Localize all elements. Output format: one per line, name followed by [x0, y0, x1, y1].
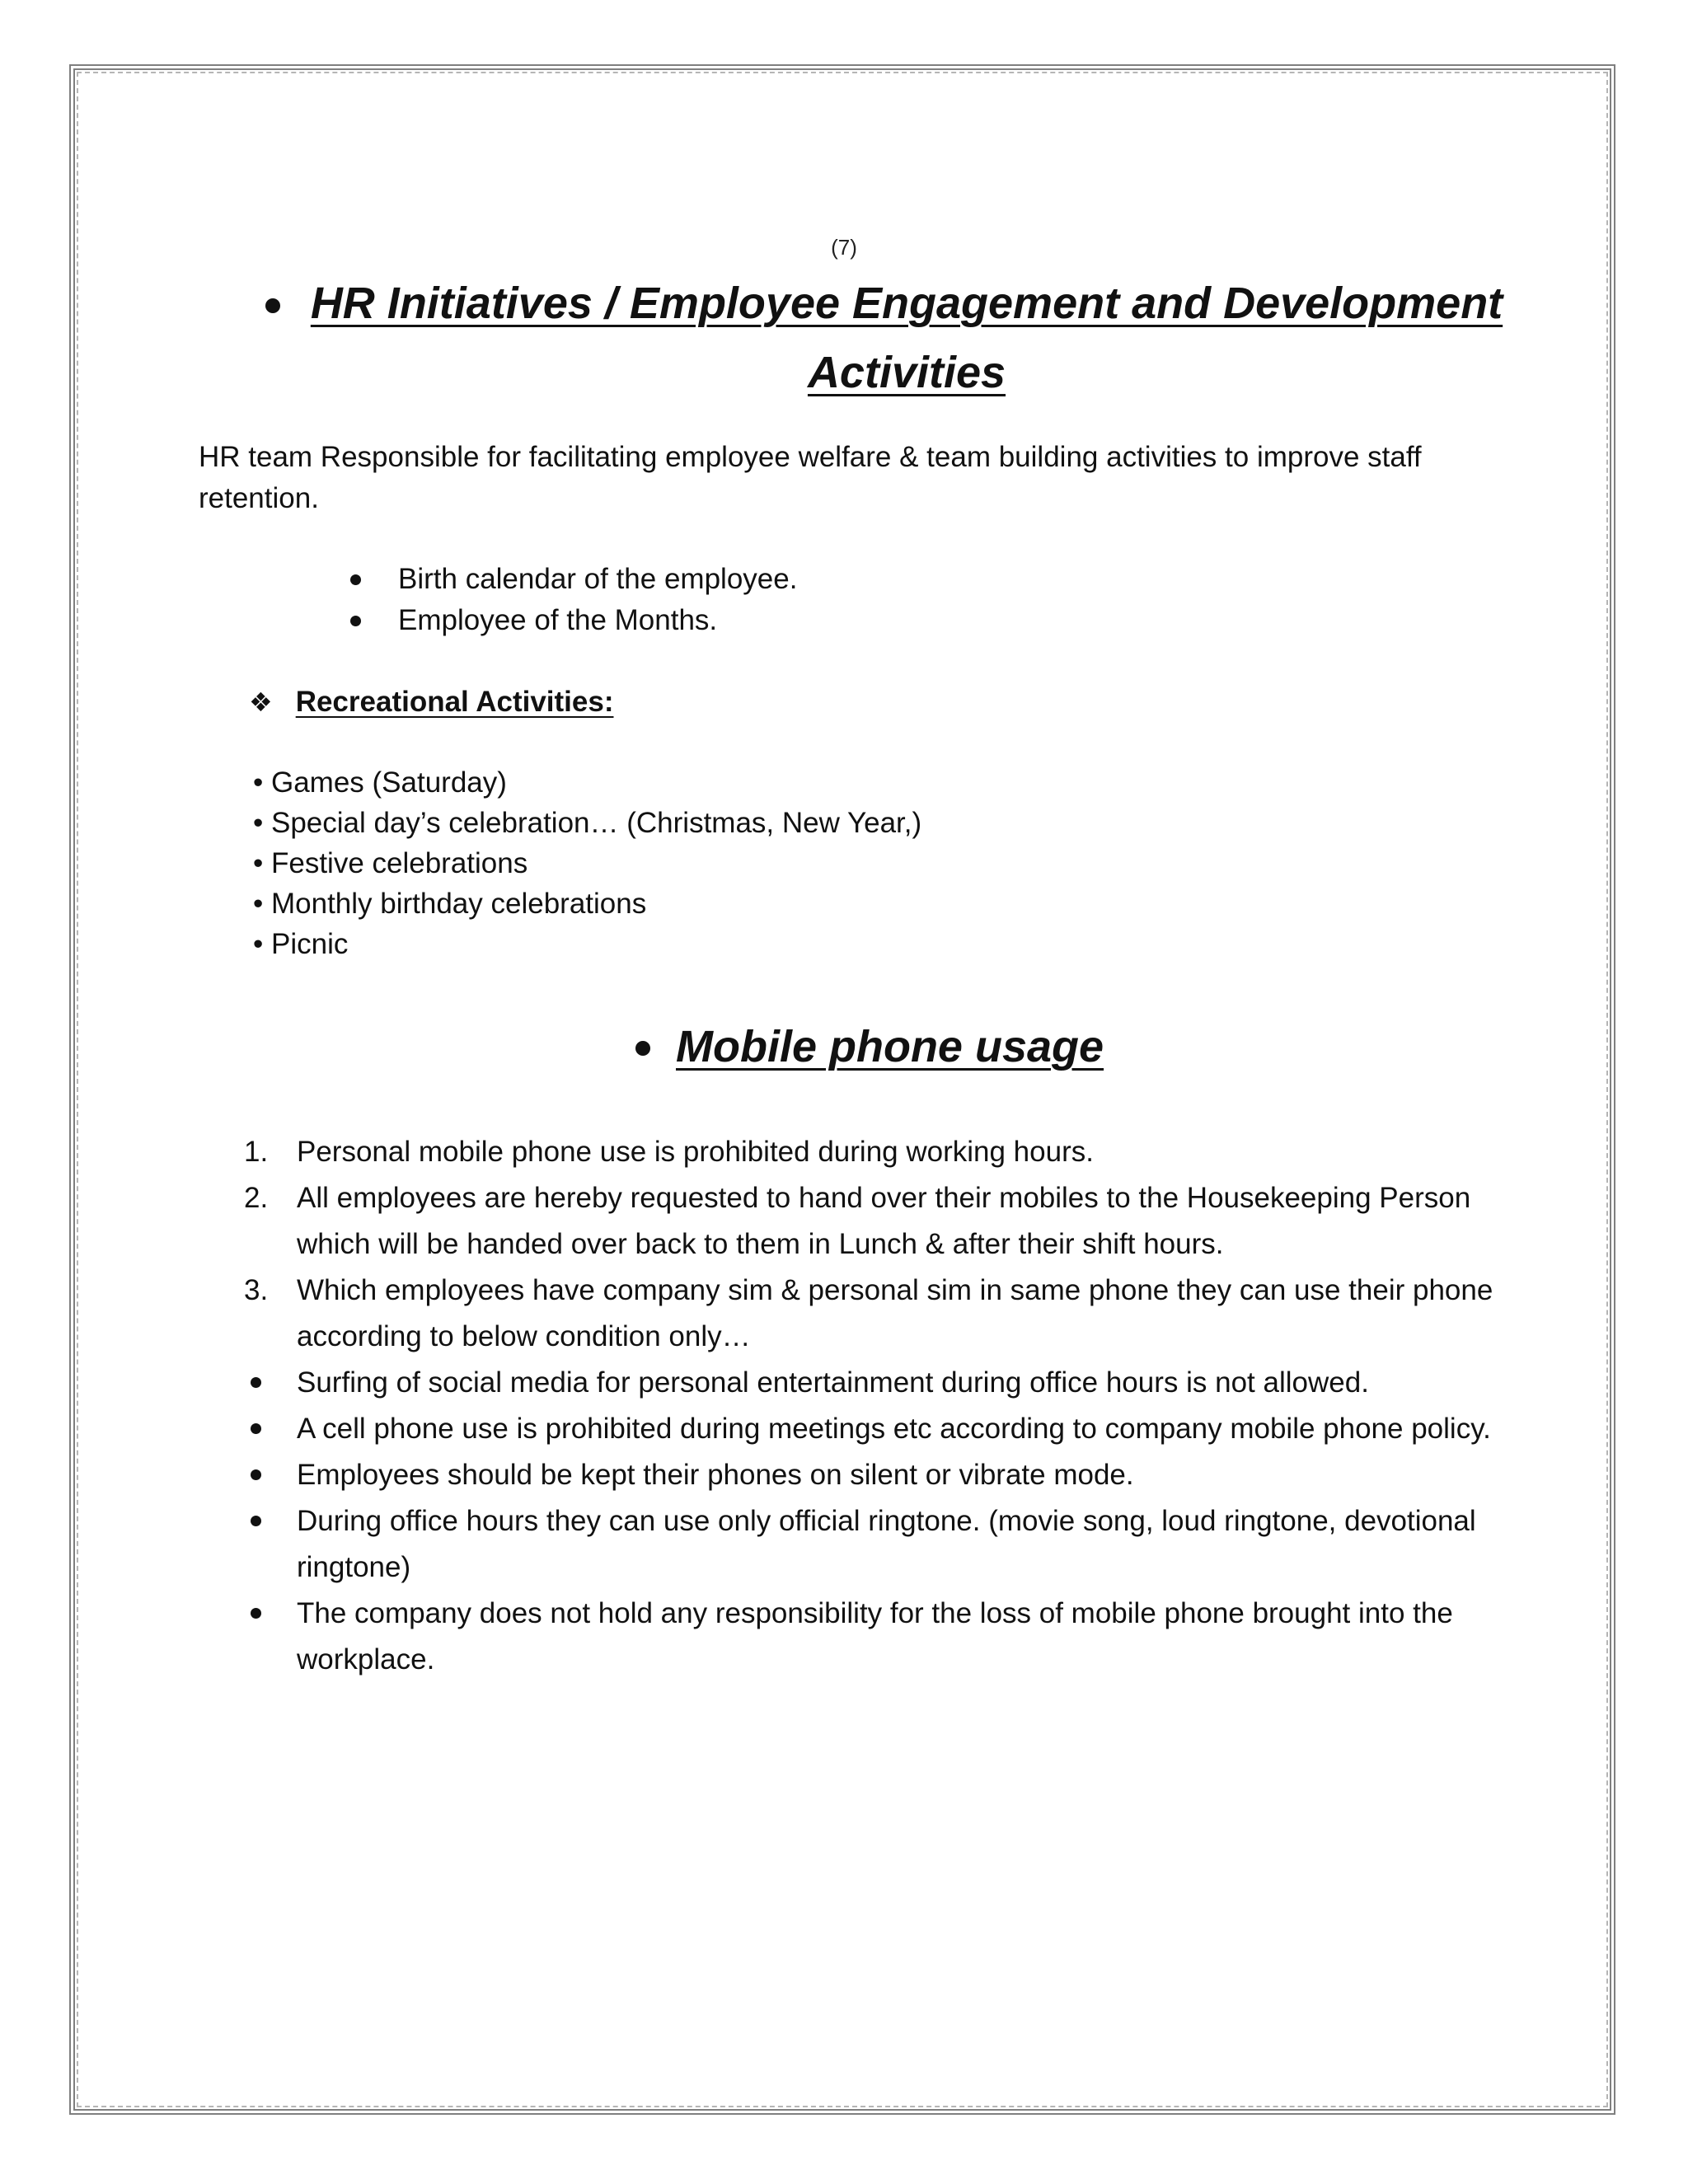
list-item: • Festive celebrations	[253, 847, 528, 879]
list-item: 1. Personal mobile phone use is prohibited during working hours.	[244, 1129, 1497, 1175]
list-item: • Special day’s celebration… (Christmas, New Year,)	[253, 807, 922, 839]
recreational-title: Recreational Activities:	[295, 686, 614, 718]
list-item: Birth calendar of the employee.	[350, 559, 797, 600]
bullet-dot	[350, 616, 361, 626]
bullet-dot	[251, 1377, 261, 1388]
bullet-dot	[350, 574, 361, 585]
mobile-heading-text: Mobile phone usage	[676, 1022, 1104, 1071]
hr-heading-line2: Activities	[807, 348, 1006, 397]
hr-section-heading	[247, 269, 1566, 407]
list-item: The company does not hold any responsibility for the loss of mobile phone brought into the workplace.	[244, 1591, 1497, 1683]
list-item: • Picnic	[253, 928, 349, 960]
hr-items-list	[350, 559, 797, 641]
heading-bullet	[635, 1041, 650, 1056]
bullet-dot	[251, 1516, 261, 1526]
list-item: Employees should be kept their phones on silent or vibrate mode.	[244, 1452, 1497, 1498]
mobile-policy-list	[244, 1129, 1497, 1683]
list-number: 2.	[244, 1182, 269, 1214]
list-item: 2. All employees are hereby requested to hand over their mobiles to the Housekeeping Person which will be handed over back to them in Lunch & after their shift hours.	[244, 1175, 1497, 1268]
list-item: Employee of the Months.	[350, 600, 797, 641]
recreational-heading	[249, 682, 613, 723]
bullet-dot	[251, 1469, 261, 1480]
list-number: 3.	[244, 1274, 269, 1306]
bullet-dot	[251, 1423, 261, 1434]
list-item: A cell phone use is prohibited during meetings etc according to company mobile phone policy.	[244, 1406, 1497, 1452]
list-item: During office hours they can use only official ringtone. (movie song, loud ringtone, devotional ringtone)	[244, 1498, 1497, 1591]
list-item: • Monthly birthday celebrations	[253, 888, 647, 920]
bullet-dot	[251, 1608, 261, 1619]
recreational-list	[253, 762, 921, 964]
list-item: • Games (Saturday)	[253, 766, 507, 799]
hr-intro-paragraph: HR team Responsible for facilitating employee welfare & team building activities to improve staff retention.	[199, 441, 1422, 514]
hr-heading-line1: HR Initiatives / Employee Engagement and Development	[310, 279, 1503, 328]
list-item: Surfing of social media for personal entertainment during office hours is not allowed.	[244, 1360, 1497, 1406]
page-number: (7)	[831, 235, 857, 260]
mobile-section-heading	[676, 1012, 1104, 1081]
list-item: 3. Which employees have company sim & personal sim in same phone they can use their phone according to below condition only…	[244, 1268, 1497, 1360]
list-number: 1.	[244, 1136, 269, 1168]
diamond-bullet-icon: ❖	[249, 687, 273, 717]
